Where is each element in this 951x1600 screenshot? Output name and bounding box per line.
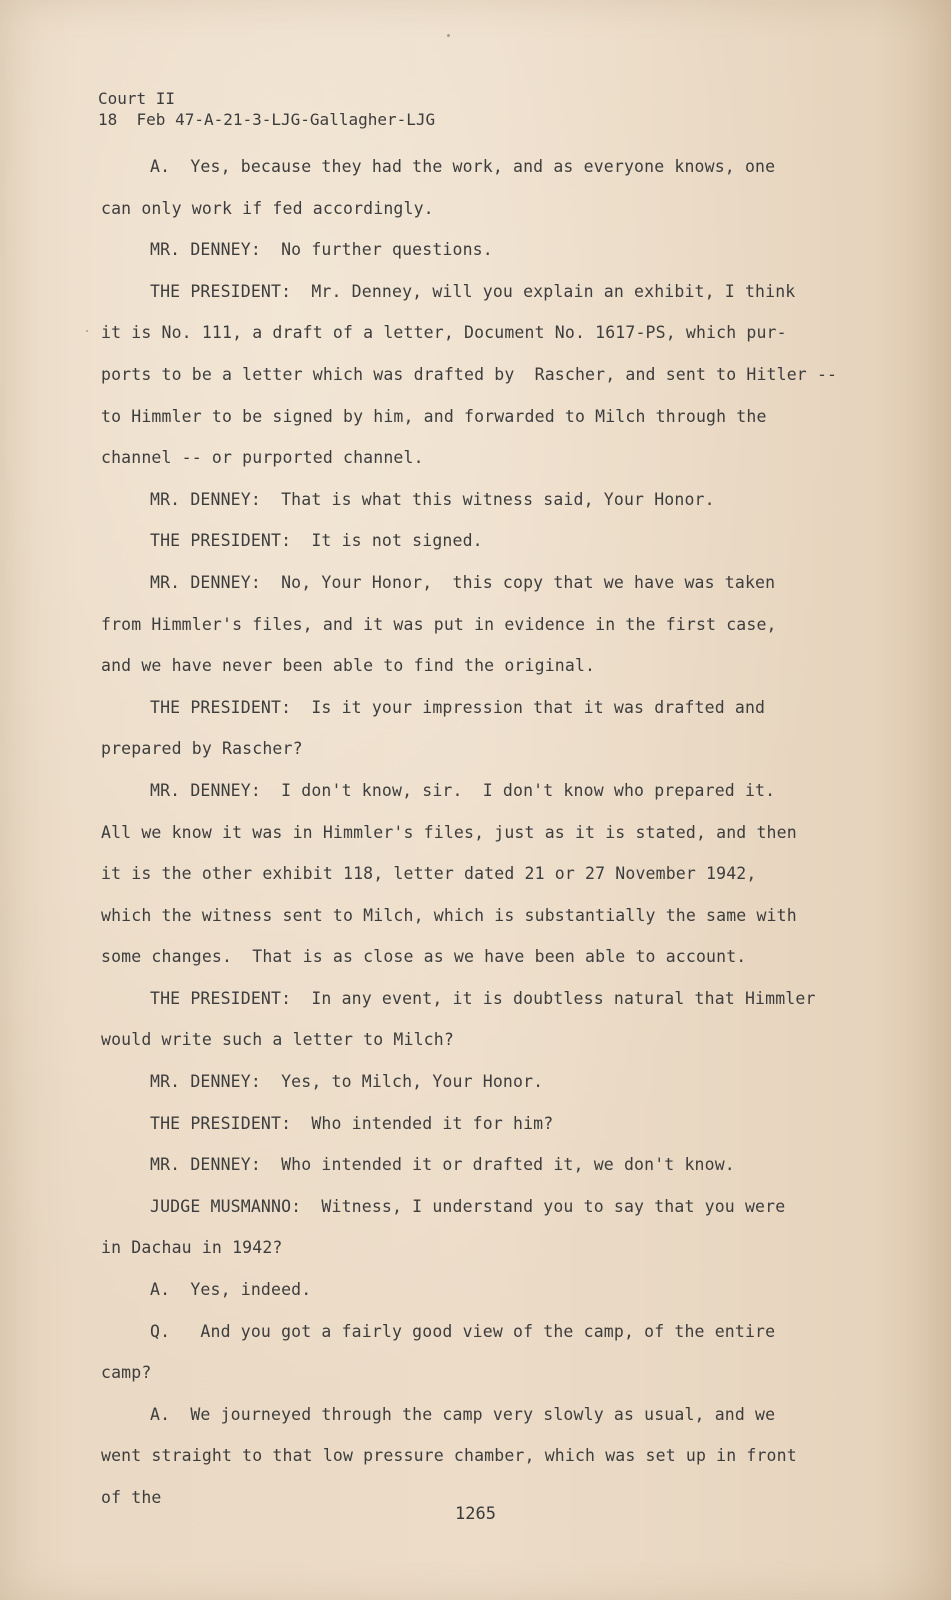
transcript-line: MR. DENNEY: Yes, to Milch, Your Honor. <box>150 1072 544 1092</box>
transcript-line: and we have never been able to find the original. <box>101 656 596 676</box>
transcript-reference: 18 Feb 47-A-21-3-LJG-Gallagher-LJG <box>98 110 436 129</box>
transcript-line: some changes. That is as close as we have been able to account. <box>101 947 747 967</box>
transcript-line: All we know it was in Himmler's files, just as it is stated, and then <box>101 822 797 842</box>
transcript-line: THE PRESIDENT: Is it your impression that it was drafted and <box>150 697 766 717</box>
transcript-line: camp? <box>101 1363 152 1383</box>
transcript-line: ports to be a letter which was drafted by Rascher, and sent to Hitler -- <box>101 364 838 384</box>
transcript-line: MR. DENNEY: That is what this witness said, Your Honor. <box>150 489 715 509</box>
transcript-line: THE PRESIDENT: It is not signed. <box>150 531 483 551</box>
transcript-line: THE PRESIDENT: Who intended it for him? <box>150 1113 554 1133</box>
transcript-line: A. We journeyed through the camp very slowly as usual, and we <box>150 1404 776 1424</box>
transcript-line: would write such a letter to Milch? <box>101 1030 454 1050</box>
transcript-line: A. Yes, indeed. <box>150 1280 312 1300</box>
transcript-line: Q. And you got a fairly good view of the camp, of the entire <box>150 1321 776 1341</box>
transcript-line: to Himmler to be signed by him, and forwarded to Milch through the <box>101 406 767 426</box>
transcript-line: went straight to that low pressure chamber, which was set up in front <box>101 1446 797 1466</box>
transcript-line: in Dachau in 1942? <box>101 1238 283 1258</box>
transcript-line: it is the other exhibit 118, letter dated 21 or 27 November 1942, <box>101 864 757 884</box>
transcript-line: it is No. 111, a draft of a letter, Document No. 1617-PS, which pur- <box>101 323 787 343</box>
transcript-line: THE PRESIDENT: Mr. Denney, will you explain an exhibit, I think <box>150 281 796 301</box>
transcript-line: MR. DENNEY: I don't know, sir. I don't know who prepared it. <box>150 780 776 800</box>
transcript-line: THE PRESIDENT: In any event, it is doubtless natural that Himmler <box>150 988 816 1008</box>
transcript-line: of the <box>101 1488 162 1507</box>
page-number: 1265 <box>455 1504 496 1524</box>
transcript-line: A. Yes, because they had the work, and as everyone knows, one <box>150 157 776 176</box>
transcript-line: which the witness sent to Milch, which is substantially the same with <box>101 905 797 925</box>
transcript-line: JUDGE MUSMANNO: Witness, I understand you to say that you were <box>150 1196 786 1216</box>
transcript-line: from Himmler's files, and it was put in evidence in the first case, <box>101 614 777 634</box>
paper-speck <box>447 34 450 37</box>
transcript-line: MR. DENNEY: No, Your Honor, this copy that we have was taken <box>150 572 776 592</box>
paper-speck <box>86 330 88 332</box>
transcript-body <box>101 146 841 1519</box>
transcript-line: MR. DENNEY: No further questions. <box>150 240 493 260</box>
document-header <box>98 88 435 130</box>
transcript-line: can only work if fed accordingly. <box>101 198 434 218</box>
court-label: Court II <box>98 89 176 108</box>
transcript-line: prepared by Rascher? <box>101 739 303 759</box>
transcript-line: channel -- or purported channel. <box>101 448 424 468</box>
transcript-line: MR. DENNEY: Who intended it or drafted it, we don't know. <box>150 1155 735 1175</box>
